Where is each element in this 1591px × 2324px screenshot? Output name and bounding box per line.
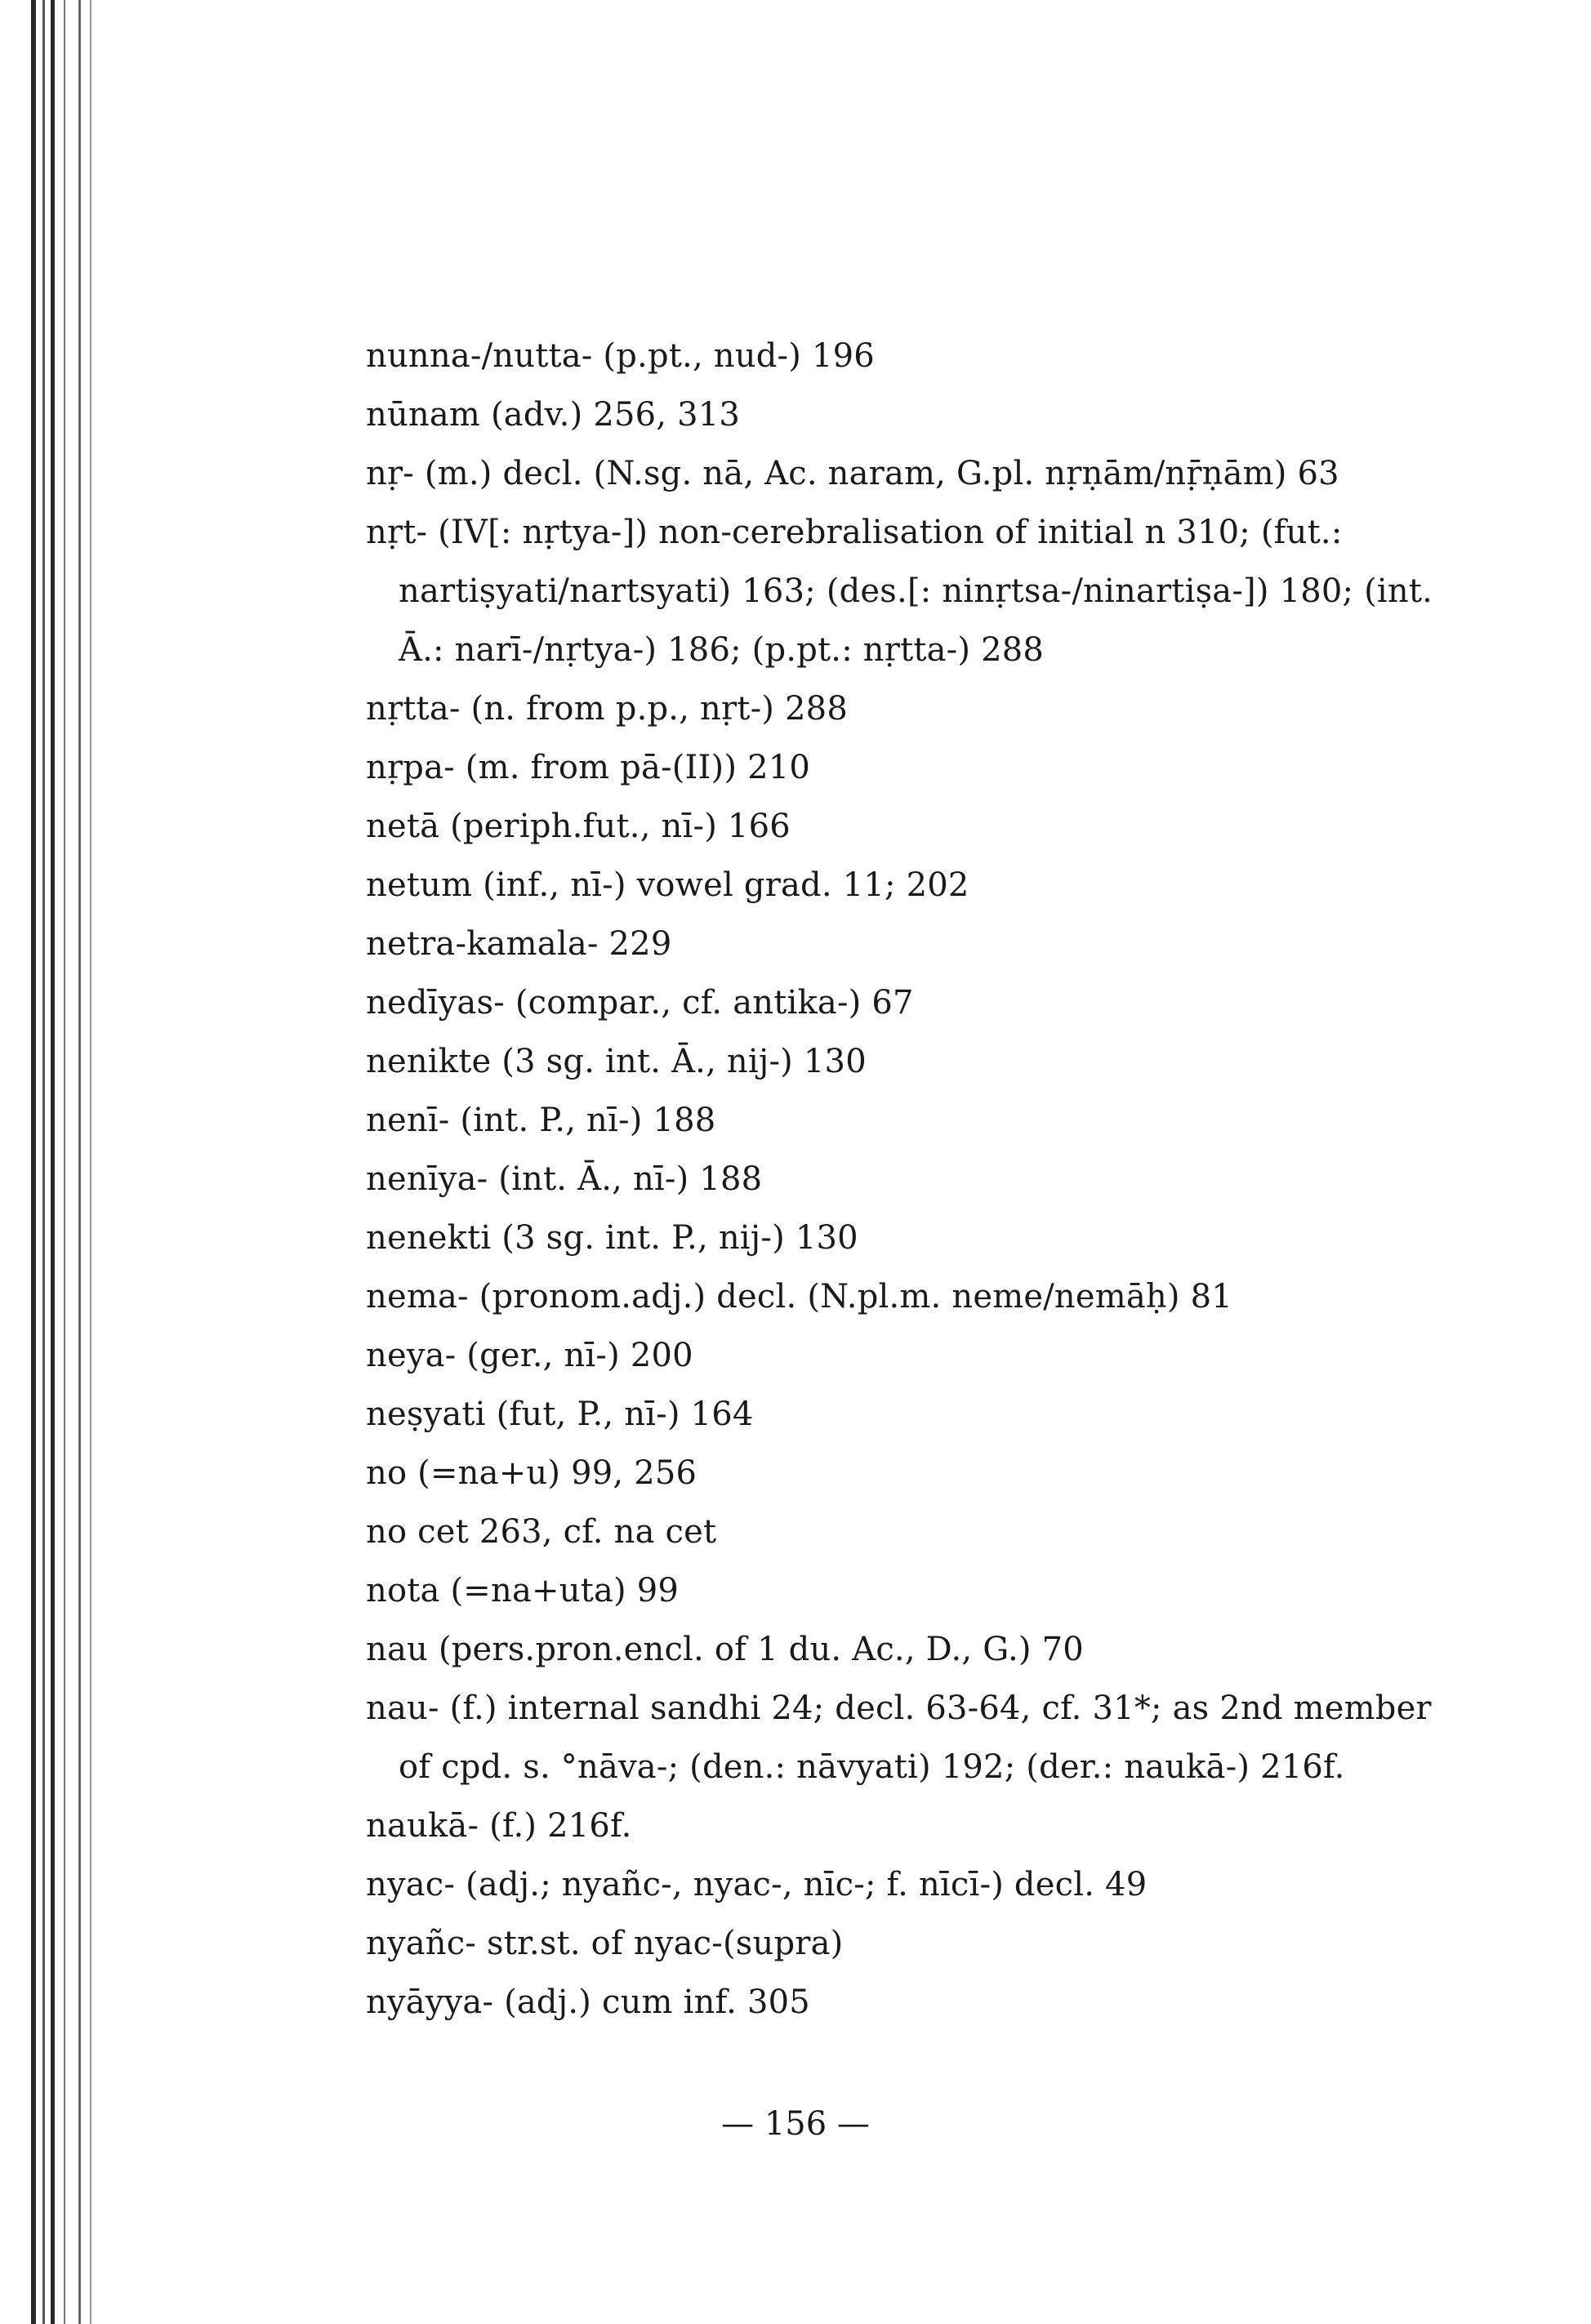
index-entry: nūnam (adv.) 256, 313	[366, 396, 741, 434]
binding-shadow-line	[90, 0, 91, 2324]
index-entry: netā (periph.fut., nī-) 166	[366, 808, 791, 845]
binding-shadow-line	[64, 0, 65, 2324]
page-number: — 156 —	[721, 2105, 870, 2143]
index-entry: nenekti (3 sg. int. P., nij-) 130	[366, 1219, 858, 1257]
index-entry: nema- (pronom.adj.) decl. (N.pl.m. neme/nemāḥ) 81	[366, 1278, 1232, 1316]
index-entry: nedīyas- (compar., cf. antika-) 67	[366, 984, 914, 1022]
index-entry-list	[366, 327, 1477, 2032]
index-entry: netra-kamala- 229	[366, 925, 672, 963]
index-entry: no cet 263, cf. na cet	[366, 1513, 717, 1551]
binding-shadow-line	[42, 0, 45, 2324]
binding-shadow-line	[31, 0, 36, 2324]
index-entry: nunna-/nutta- (p.pt., nud-) 196	[366, 337, 875, 375]
index-entry: nyāyya- (adj.) cum inf. 305	[366, 1983, 810, 2021]
index-entry: neya- (ger., nī-) 200	[366, 1337, 693, 1374]
index-entry: nyañc- str.st. of nyac-(supra)	[366, 1925, 844, 1962]
page-binding-edge	[0, 0, 98, 2324]
index-entry: nau (pers.pron.encl. of 1 du. Ac., D., G.) 70	[366, 1631, 1084, 1668]
index-entry: netum (inf., nī-) vowel grad. 11; 202	[366, 866, 969, 904]
index-entry: nenīya- (int. Ā., nī-) 188	[366, 1160, 763, 1198]
index-entry: nau- (f.) internal sandhi 24; decl. 63-64, cf. 31*; as 2nd member	[366, 1690, 1432, 1727]
index-entry: nenikte (3 sg. int. Ā., nij-) 130	[366, 1043, 867, 1080]
index-entry-continuation: Ā.: narī-/nṛtya-) 186; (p.pt.: nṛtta-) 288	[399, 631, 1045, 669]
binding-shadow-line	[51, 0, 55, 2324]
index-entry-continuation: nartiṣyati/nartsyati) 163; (des.[: ninṛtsa-/ninartiṣa-]) 180; (int.	[399, 572, 1433, 610]
index-entry: nṛt- (IV[: nṛtya-]) non-cerebralisation of initial n 310; (fut.:	[366, 514, 1343, 551]
index-entry-continuation: of cpd. s. °nāva-; (den.: nāvyati) 192; (der.: naukā-) 216f.	[399, 1748, 1345, 1786]
binding-shadow-line	[78, 0, 81, 2324]
index-entry: nyac- (adj.; nyañc-, nyac-, nīc-; f. nīcī-) decl. 49	[366, 1866, 1148, 1903]
index-entry: nṛpa- (m. from pā-(II)) 210	[366, 749, 811, 786]
index-entry: nṛ- (m.) decl. (N.sg. nā, Ac. naram, G.pl. nṛṇām/nṝṇām) 63	[366, 455, 1339, 492]
index-entry: nota (=na+uta) 99	[366, 1572, 680, 1609]
index-entry: nenī- (int. P., nī-) 188	[366, 1102, 716, 1139]
index-entry: no (=na+u) 99, 256	[366, 1454, 697, 1492]
index-entry: neṣyati (fut, P., nī-) 164	[366, 1396, 754, 1433]
index-entry: naukā- (f.) 216f.	[366, 1807, 632, 1845]
index-entry: nṛtta- (n. from p.p., nṛt-) 288	[366, 690, 848, 728]
